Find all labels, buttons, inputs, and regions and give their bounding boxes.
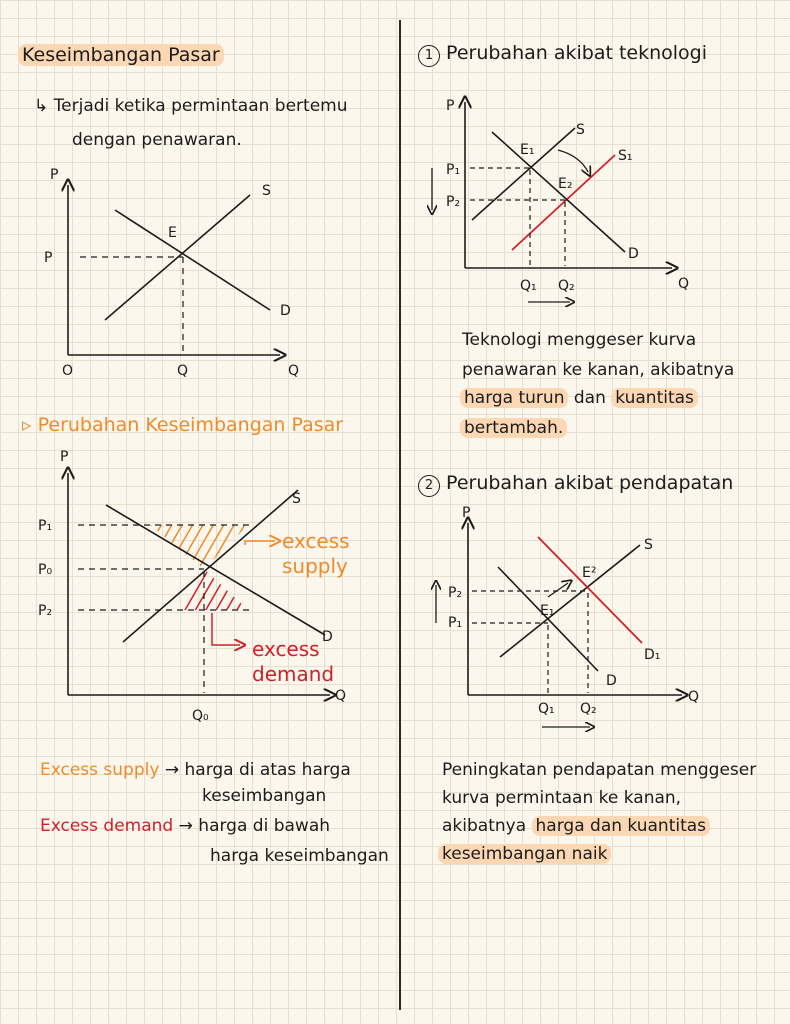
excess-graph — [30, 445, 370, 735]
point-e: E — [168, 225, 177, 241]
supply-curve — [500, 545, 640, 657]
income-text-line2: kurva permintaan ke kanan, — [442, 788, 682, 808]
p1-label: P₁ — [446, 162, 461, 178]
e1-label: E₁ — [540, 603, 555, 619]
tech-text-line4: bertambah. — [460, 418, 567, 438]
q-label: Q — [177, 363, 189, 379]
excess-supply-arrow — [245, 541, 275, 545]
demand-label: D — [606, 673, 617, 689]
supply-label: S — [292, 491, 301, 507]
excess-demand-arrow — [212, 613, 240, 645]
p-axis-label: P — [462, 505, 471, 521]
q-axis-label: Q — [288, 363, 300, 379]
tech-title: 1 Perubahan akibat teknologi — [418, 42, 707, 67]
technology-graph — [420, 90, 720, 300]
e2-label: E₂ — [558, 176, 573, 192]
income-text-line3: akibatnya harga dan kuantitas — [442, 816, 710, 836]
note-excess-supply: Excess supply → harga di atas harga — [40, 760, 351, 780]
p2-label: P₂ — [446, 194, 461, 210]
equilibrium-graph — [40, 165, 340, 385]
note-excess-demand-cont: harga keseimbangan — [210, 846, 389, 866]
q1-label: Q₁ — [538, 701, 555, 717]
p0-label: P₀ — [38, 562, 53, 578]
p2-label: P₂ — [38, 603, 53, 619]
supply-label: S — [262, 183, 271, 199]
p2-label: P₂ — [448, 585, 463, 601]
excess-demand-label-2: demand — [252, 662, 335, 686]
p1-label: P₁ — [448, 615, 463, 631]
demand-curve — [115, 210, 270, 310]
e2-label: E² — [582, 565, 597, 581]
p-label: P — [44, 250, 53, 266]
q-axis-label: Q — [335, 688, 347, 704]
supply1-label: S₁ — [618, 148, 633, 164]
excess-supply-label-2: supply — [282, 554, 348, 578]
definition-text: ↳ Terjadi ketika permintaan bertemu — [34, 96, 348, 116]
shift-arrow — [558, 150, 588, 172]
tech-text-line1: Teknologi menggeser kurva — [462, 330, 697, 350]
income-text-line1: Peningkatan pendapatan menggeser — [442, 760, 757, 780]
q-axis-label: Q — [688, 689, 700, 705]
q1-label: Q₁ — [520, 278, 537, 294]
demand-curve-shifted — [538, 537, 642, 643]
q-axis-label: Q — [678, 276, 690, 292]
arrow-icon: → — [178, 816, 199, 836]
demand1-label: D₁ — [644, 647, 661, 663]
excess-demand-area — [178, 569, 248, 610]
e1-label: E₁ — [520, 142, 535, 158]
supply-label: S — [576, 122, 585, 138]
arrow-icon: → — [164, 760, 185, 780]
q2-label: Q₂ — [558, 278, 575, 294]
p-axis-label: P — [50, 167, 59, 183]
arrow-icon: ↳ — [34, 96, 49, 116]
demand-label: D — [322, 629, 333, 645]
p1-label: P₁ — [38, 518, 53, 534]
shift-arrow — [548, 583, 568, 597]
number-badge: 1 — [418, 45, 440, 67]
income-title: 2 Perubahan akibat pendapatan — [418, 472, 733, 497]
column-divider — [399, 20, 401, 1010]
demand-label: D — [628, 246, 639, 262]
tech-text-line2: penawaran ke kanan, akibatnya — [462, 360, 735, 380]
demand-label: D — [280, 303, 291, 319]
section-title-keseimbangan: Keseimbangan Pasar — [18, 44, 224, 66]
p-axis-label: P — [60, 449, 69, 465]
change-title: ▹ Perubahan Keseimbangan Pasar — [22, 414, 344, 436]
q0-label: Q₀ — [192, 708, 209, 724]
number-badge: 2 — [418, 475, 440, 497]
origin-label: O — [62, 363, 74, 379]
tech-text-line3: harga turun dan kuantitas — [460, 388, 698, 408]
q2-label: Q₂ — [580, 701, 597, 717]
arrow-icon: ▹ — [22, 414, 32, 436]
excess-supply-label-1: excess — [282, 529, 350, 553]
p-axis-label: P — [446, 98, 455, 114]
excess-demand-label-1: excess — [252, 637, 320, 661]
income-text-line4: keseimbangan naik — [438, 844, 611, 864]
note-excess-demand: Excess demand → harga di bawah — [40, 816, 331, 836]
supply-curve — [123, 490, 298, 642]
income-graph — [420, 505, 720, 735]
definition-text-line2: dengan penawaran. — [72, 130, 242, 150]
note-excess-supply-cont: keseimbangan — [202, 786, 327, 806]
supply-label: S — [644, 537, 653, 553]
supply-curve-shifted — [512, 155, 615, 250]
